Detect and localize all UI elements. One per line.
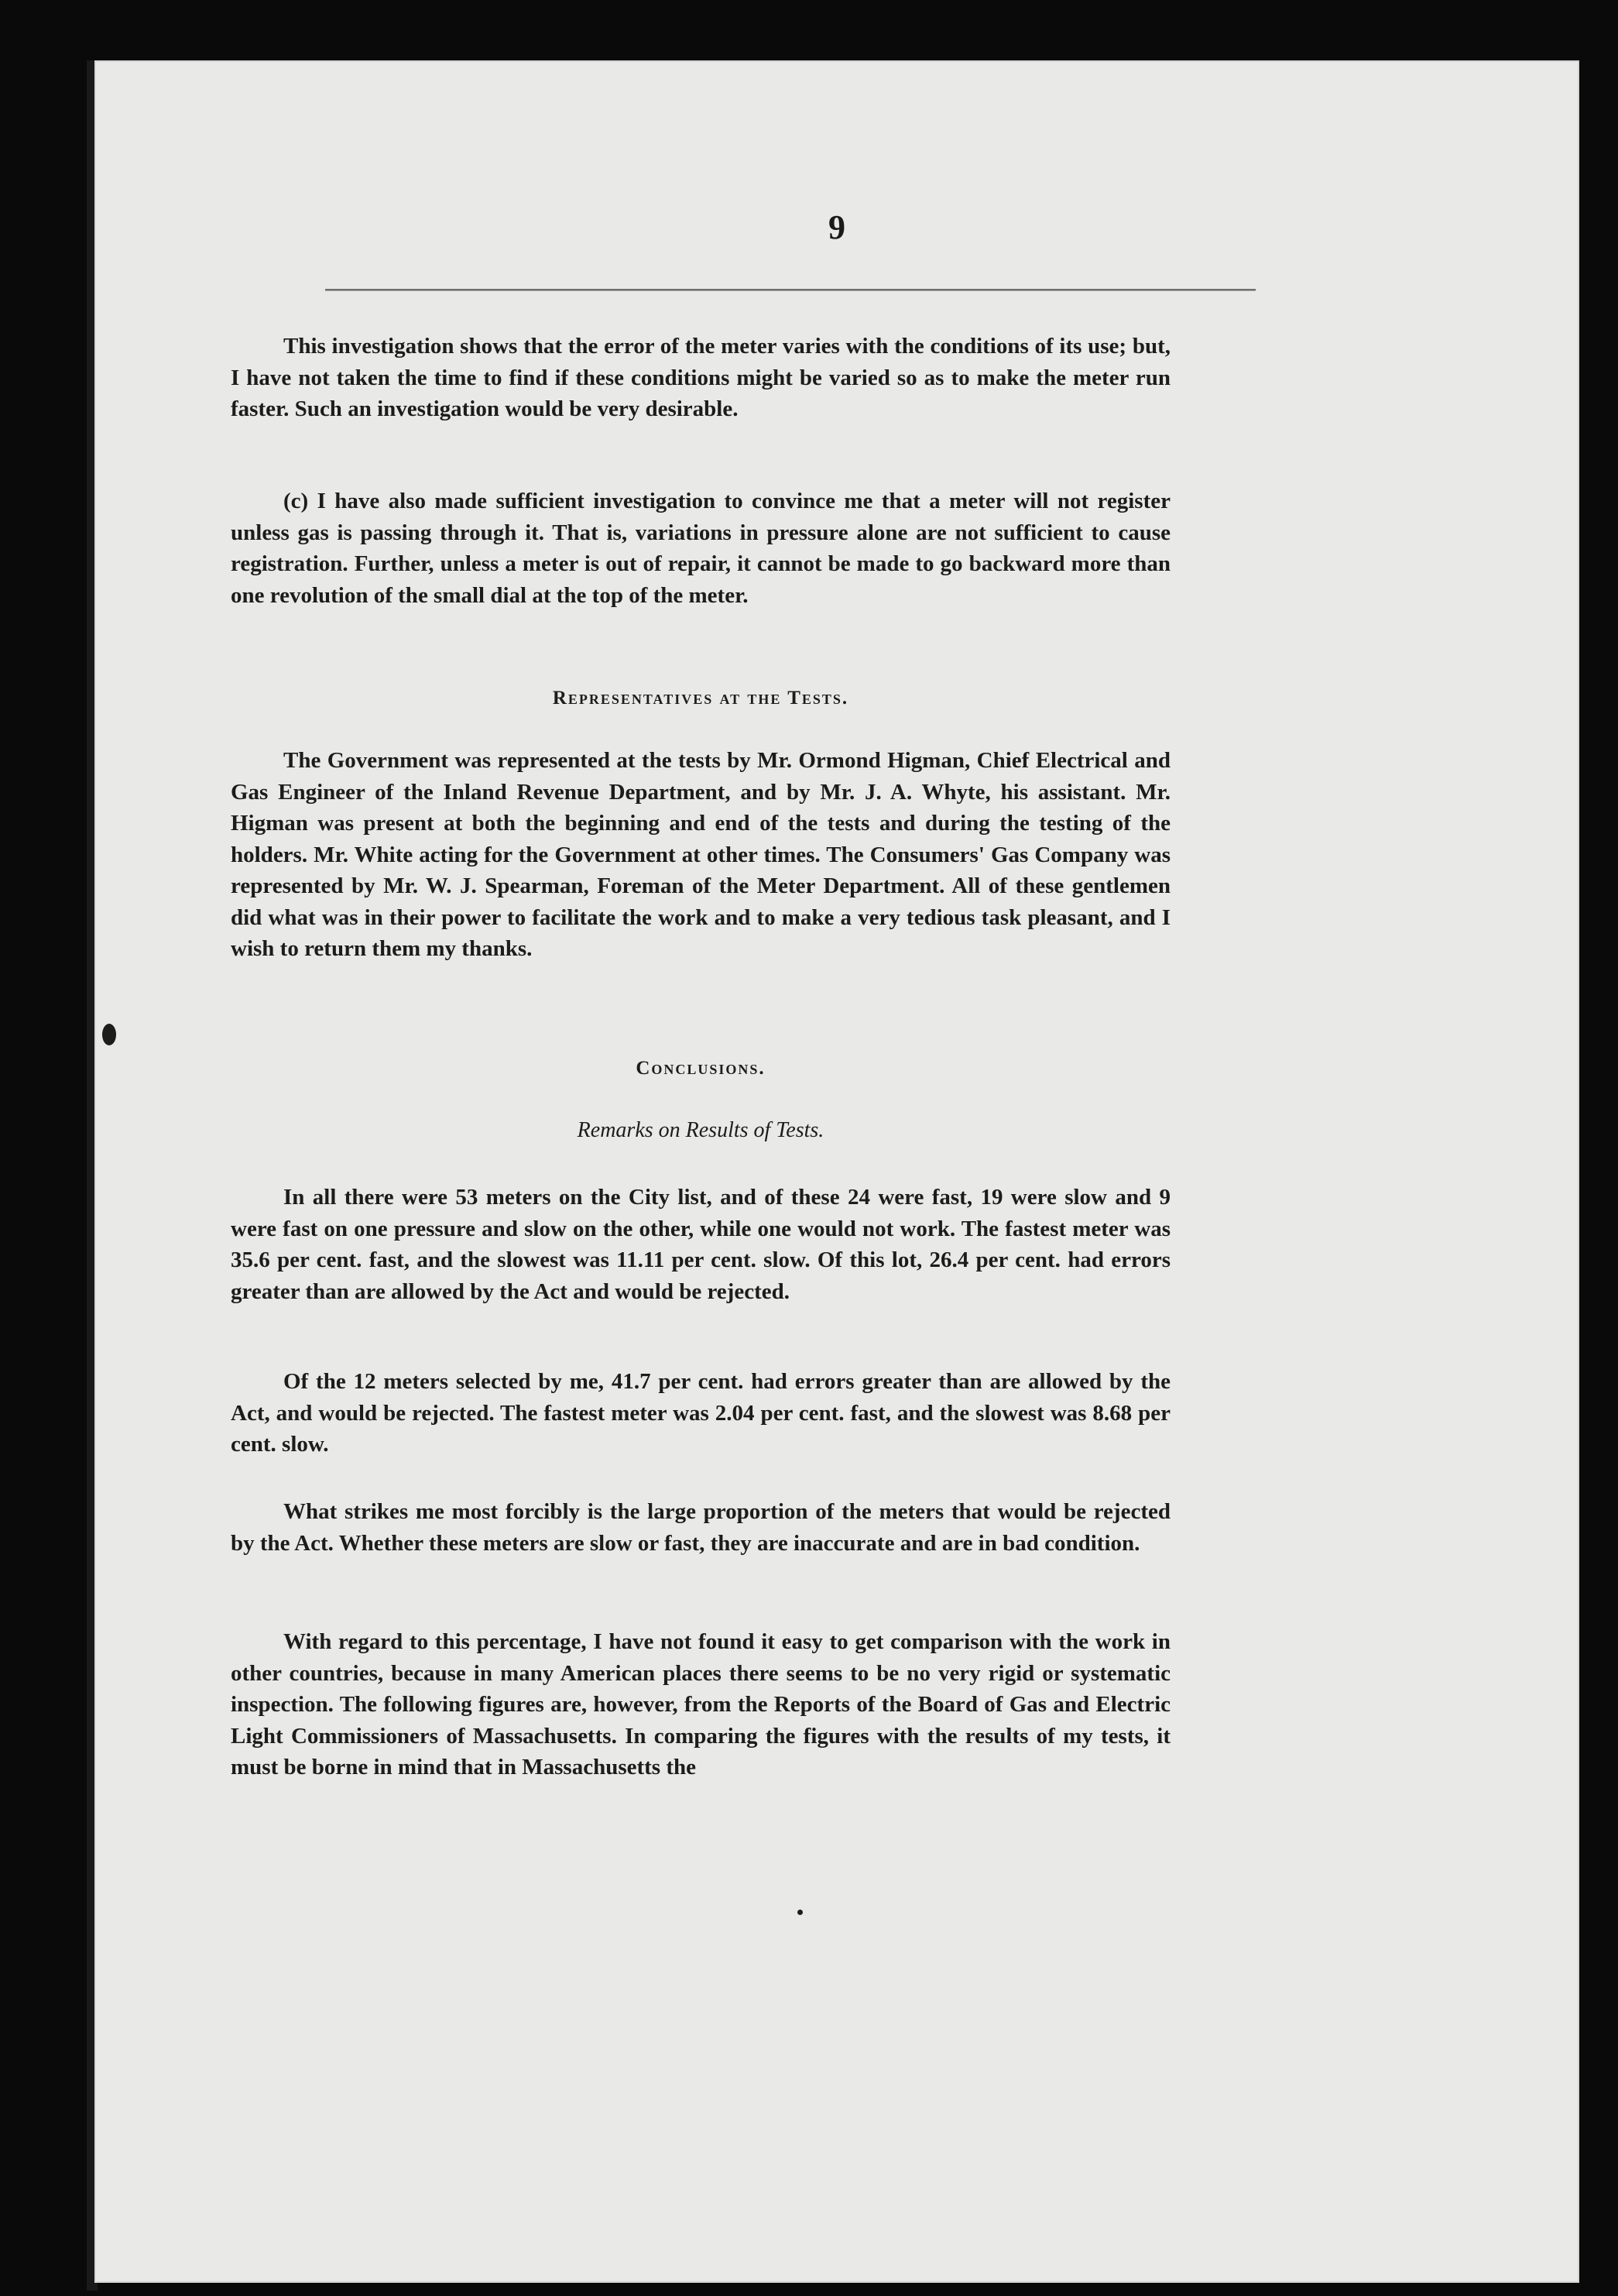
paragraph-text: What strikes me most forcibly is the large proportion of the meters that would be rejected by the Act. Whether these meters are slow or fast, they are inaccurate and are in bad condition.: [231, 1499, 1171, 1556]
header-rule: [325, 289, 1256, 291]
heading-representatives: Representatives at the Tests.: [552, 688, 849, 709]
scan-speck: [797, 1910, 803, 1915]
subheading-remarks: Remarks on Results of Tests.: [577, 1118, 824, 1142]
paragraph-text: (c) I have also made sufficient investigation to convince me that a meter will not register unless gas is passing through it. That is, variations in pressure alone are not sufficient to cause registration. Further, unless a meter is out of repair, it cannot be made to go backward more than one revolution of the small dial at the top of the meter.: [231, 489, 1171, 608]
heading-conclusions: Conclusions.: [636, 1058, 766, 1079]
paragraph-text: In all there were 53 meters on the City list, and of these 24 were fast, 19 were slow and 9 were fast on one pressure and slow on the other, while one would not work. The fastest meter was 35.6 per cent. fast, and the slowest was 11.11 per cent. slow. Of this lot, 26.4 per cent. had errors greater than are allowed by the Act and would be rejected.: [231, 1185, 1171, 1304]
paragraph-registration: [231, 486, 1171, 611]
paragraph-text: This investigation shows that the error of the meter varies with the conditions of its use; but, I have not taken the time to find if these conditions might be varied so as to make the meter run faster. Such an investigation would be very desirable.: [231, 334, 1171, 421]
paragraph-text: Of the 12 meters selected by me, 41.7 per cent. had errors greater than are allowed by the Act, and would be rejected. The fastest meter was 2.04 per cent. fast, and the slowest was 8.68 per cent. slow.: [231, 1369, 1171, 1457]
paragraph-proportion: [231, 1496, 1171, 1559]
page-number: 9: [828, 208, 845, 246]
paragraph-text: With regard to this percentage, I have not found it easy to get comparison with the work in other countries, because in many American places there seems to be no very rigid or systematic inspection. The following figures are, however, from the Reports of the Board of Gas and Electric Light Commissioners of Massachusetts. In comparing the figures with the results of my tests, it must be borne in mind that in Massachusetts the: [231, 1629, 1171, 1779]
binding-hole-mark: [102, 1024, 116, 1045]
paragraph-investigation: [231, 331, 1171, 425]
paragraph-selected-meters: [231, 1366, 1171, 1460]
paragraph-text: The Government was represented at the tests by Mr. Ormond Higman, Chief Electrical and Gas Engineer of the Inland Revenue Department, and by Mr. J. A. Whyte, his assistant. Mr. Higman was present at both the beginning and end of the tests and during the testing of the holders. Mr. White acting for the Government at other times. The Consumers' Gas Company was represented by Mr. W. J. Spearman, Foreman of the Meter Department. All of these gentlemen did what was in their power to facilitate the work and to make a very tedious task pleasant, and I wish to return them my thanks.: [231, 748, 1171, 961]
paragraph-comparison: [231, 1626, 1171, 1783]
paragraph-representatives: [231, 745, 1171, 965]
paragraph-city-list: [231, 1182, 1171, 1307]
